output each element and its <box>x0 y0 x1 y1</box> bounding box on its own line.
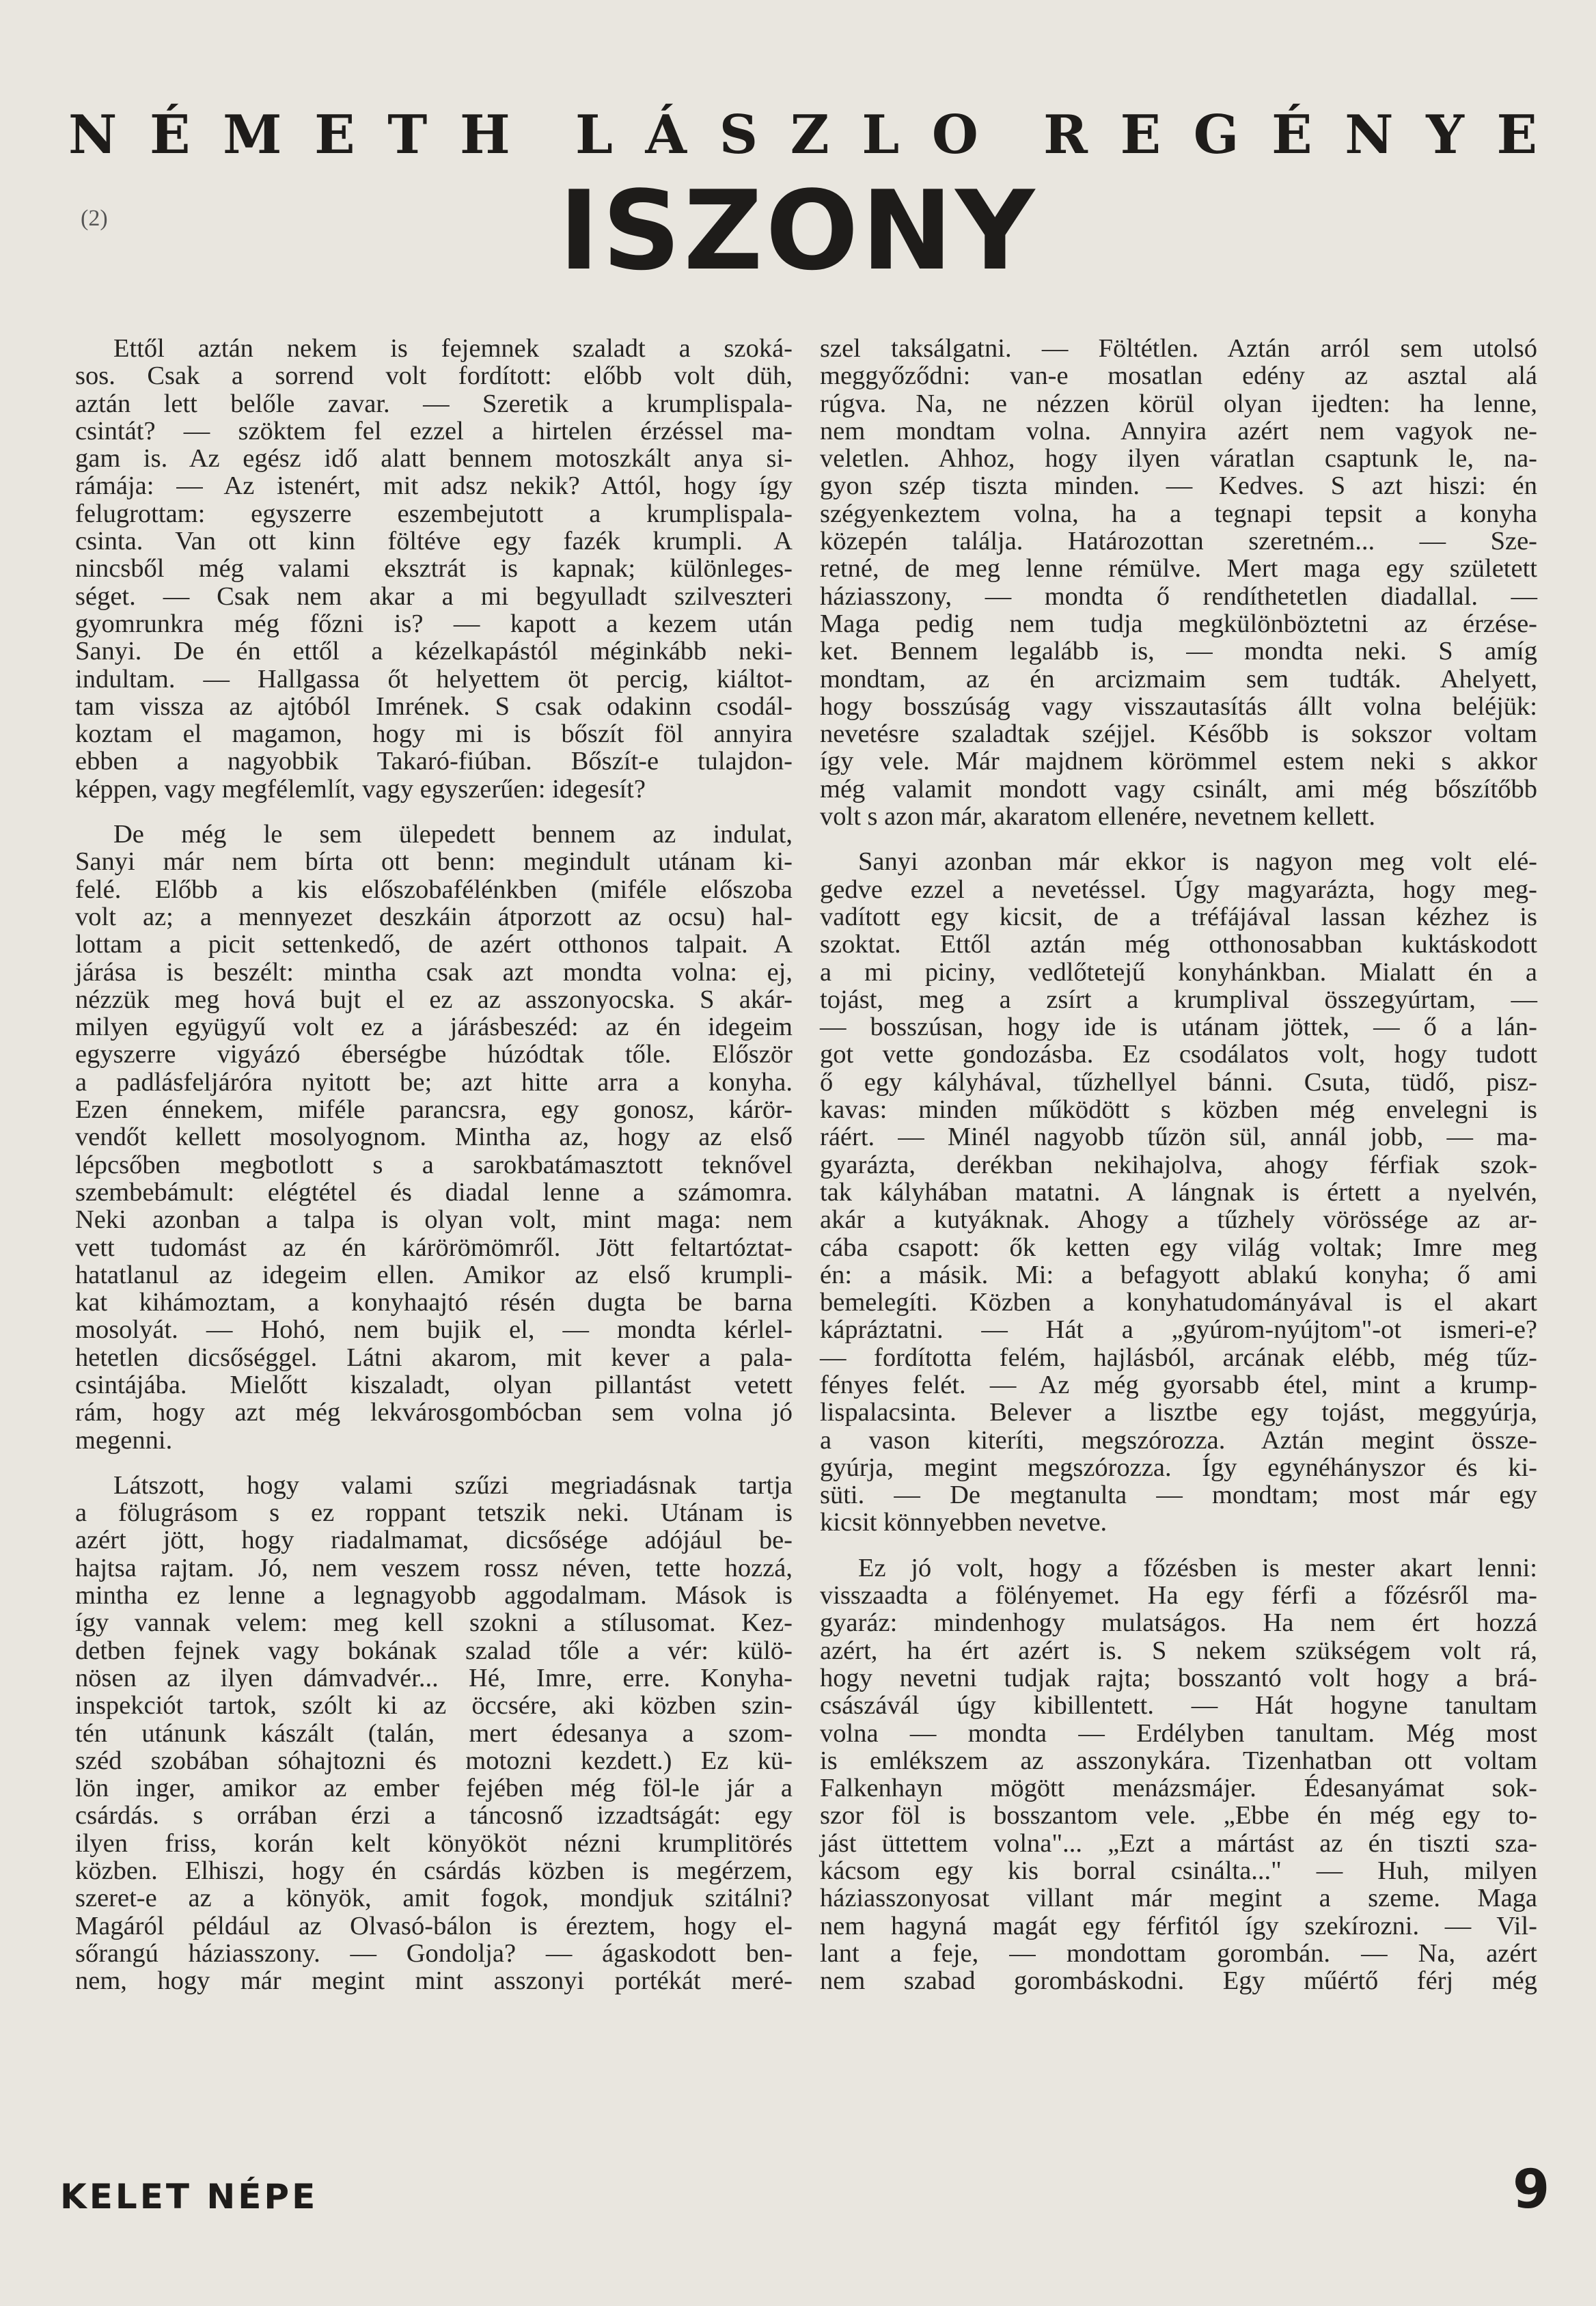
paragraph-gap <box>75 1454 793 1472</box>
left-column <box>75 335 793 1995</box>
text-line: sos. Csak a sorrend volt fordított: előbb volt düh, <box>75 361 793 391</box>
text-line: Sanyi azonban már ekkor is nagyon meg volt elé- <box>858 847 1537 877</box>
text-line: a vason kiteríti, megszórozza. Aztán megint össze- <box>820 1425 1537 1455</box>
text-line: kápráztatni. — Hát a „gyúrom-nyújtom"-ot ismeri-e? <box>820 1315 1537 1345</box>
paragraph-gap <box>820 1537 1537 1554</box>
text-line: csintájába. Mielőtt kiszaladt, olyan pillantást vetett <box>75 1370 793 1399</box>
text-line: széd szobában sóhajtozni és motozni kezdett.) Ez kü- <box>75 1746 793 1775</box>
text-line: a mi piciny, vedlőtetejű konyhánkban. Mialatt én a <box>820 957 1537 987</box>
text-line: gyon szép tiszta minden. — Kedves. S azt hiszi: én <box>820 471 1537 501</box>
text-line: indultam. — Hallgassa őt helyettem öt percig, kiáltot- <box>75 664 793 694</box>
text-line: hetetlen dicsőséggel. Látni akarom, mit kever a pala- <box>75 1343 793 1372</box>
text-line: lispalacsinta. Belever a lisztbe egy tojást, meggyúrja, <box>820 1398 1537 1427</box>
text-line: mosolyát. — Hohó, nem bujik el, — mondta kérlel- <box>75 1315 793 1345</box>
text-line: volt az; a mennyezet deszkáin átporzott az ocsu) hal- <box>75 902 793 931</box>
text-line: Ezen énnekem, miféle parancsra, egy gonosz, kárör- <box>75 1095 793 1125</box>
text-line: szor föl is bosszantom vele. „Ebbe én még egy to- <box>820 1801 1537 1830</box>
header-letter: G <box>1193 104 1239 166</box>
text-line: csárdás. s orrában érzi a táncosnő izzadtságát: egy <box>75 1801 793 1830</box>
text-line: hajtsa rajtam. Jó, nem veszem rossz néven, tette hozzá, <box>75 1553 793 1582</box>
text-line: tam vissza az ajtóból Imrének. S csak odakinn csodál- <box>75 691 793 721</box>
text-line: háziasszony, — mondta ő rendíthetetlen diadallal. — <box>820 581 1537 611</box>
text-line: cába csapott: ők ketten egy világ voltak; Imre meg <box>820 1233 1537 1262</box>
text-line: tén utánunk kászált (talán, mert édesanya a szom- <box>75 1718 793 1748</box>
paragraph-gap <box>820 830 1537 848</box>
text-line: lottam a picit settenkedő, de azért otthonos talpait. A <box>75 930 793 959</box>
header-letter: O <box>931 104 978 166</box>
text-line: szoktat. Ettől aztán még otthonosabban kuktáskodott <box>820 930 1537 959</box>
text-line: Sanyi már nem bírta ott benn: megindult utánam ki- <box>75 847 793 877</box>
text-line: nem, hogy már megint mint asszonyi portékát meré- <box>75 1966 793 1996</box>
text-line: nösen az ilyen dámvadvér... Hé, Imre, erre. Konyha- <box>75 1663 793 1692</box>
text-line: császávál úgy kibillentett. — Hát hogyne tanultam <box>820 1691 1537 1720</box>
text-line: volna — mondta — Erdélyben tanultam. Még most <box>820 1718 1537 1748</box>
text-line: így vannak velem: meg kell szokni a stílusomat. Kez- <box>75 1608 793 1638</box>
text-line: Neki azonban a talpa is olyan volt, mint maga: nem <box>75 1205 793 1235</box>
text-line: járása is beszélt: mintha csak azt mondta volna: ej, <box>75 957 793 987</box>
text-line: mintha ez lenne a legnagyobb aggodalmam. Mások is <box>75 1581 793 1610</box>
text-line: ráért. — Minél nagyobb tűzön sül, annál jobb, — ma- <box>820 1123 1537 1152</box>
text-line: én: a másik. Mi: a befagyott ablakú konyha; ő ami <box>820 1260 1537 1289</box>
text-line: retné, de meg lenne rémülve. Mert maga egy született <box>820 554 1537 584</box>
text-line: akár a kutyáknak. Ahogy a tűzhely vörössége az ar- <box>820 1205 1537 1235</box>
text-line: kácsom egy kis borral csinálta..." — Huh, milyen <box>820 1856 1537 1886</box>
header-letter: H <box>459 104 510 166</box>
page-number: 9 <box>1513 2159 1550 2221</box>
novel-title: ISZONY <box>558 167 1038 294</box>
novel-header <box>68 102 1537 168</box>
header-letter: L <box>862 104 900 166</box>
header-letter: M <box>223 104 282 166</box>
right-column <box>820 335 1537 1995</box>
text-line: meggyőződni: van-e mosatlan edény az asztal alá <box>820 361 1537 391</box>
header-letter: R <box>1043 104 1088 166</box>
text-line: gyomrunkra még főzni is? — kapott a kezem után <box>75 609 793 638</box>
text-line: veletlen. Ahhoz, hogy ilyen váratlan csaptunk le, na- <box>820 444 1537 473</box>
header-letter: T <box>387 104 428 166</box>
text-line: közepén találja. Határozottan szeretném... — Sze- <box>820 527 1537 556</box>
text-line: milyen együgyű volt ez a járásbeszéd: az én idegeim <box>75 1013 793 1042</box>
header-letter: L <box>575 104 613 166</box>
header-letter: Y <box>1426 104 1464 166</box>
text-line: ket. Bennem legalább is, — mondta neki. S amíg <box>820 637 1537 666</box>
text-line: ebben a nagyobbik Takaró-fiúban. Bőszít-e tulajdon- <box>75 747 793 776</box>
text-line: nincsből még valami eksztrát is kapnak; különleges- <box>75 554 793 584</box>
text-line: vett tudomást az én kárörömömről. Jött feltartóztat- <box>75 1233 793 1262</box>
text-line: háziasszonyosat villant már megint a szeme. Maga <box>820 1884 1537 1913</box>
text-line: ő egy kályhával, tűzhellyel bánni. Csuta, tüdő, pisz- <box>820 1067 1537 1097</box>
text-line: nem mondtam volna. Annyira azért nem vagyok ne- <box>820 416 1537 445</box>
text-line: azért jött, hogy riadalmamat, dicsősége adójául be- <box>75 1526 793 1555</box>
text-line: detben fejnek vagy bokának szalad tőle a vér: külö- <box>75 1636 793 1665</box>
header-letter: É <box>149 104 191 166</box>
text-line: hogy bosszúság vagy visszautasítás állt volna beléjük: <box>820 691 1537 721</box>
text-line: is emlékszem az asszonykára. Tizenhatban ott voltam <box>820 1746 1537 1775</box>
text-line: Ez jó volt, hogy a főzésben is mester akart lenni: <box>858 1553 1537 1582</box>
text-line: nézzük meg hová bujt el ez az asszonyocska. S akár- <box>75 985 793 1014</box>
text-line: csinta. Van ott kinn föltéve egy fazék krumpli. A <box>75 527 793 556</box>
header-letter: E <box>1496 104 1537 166</box>
text-line: lön inger, amikor az ember fejében még föl-le jár a <box>75 1774 793 1803</box>
installment-number: (2) <box>81 206 108 231</box>
paragraph-gap <box>75 803 793 821</box>
text-line: Magáról például az Olvasó-bálon is éreztem, hogy el- <box>75 1911 793 1940</box>
text-line: Maga pedig nem tudja megkülönböztetni az érzése- <box>820 609 1537 638</box>
text-line: Látszott, hogy valami szűzi megriadásnak tartja <box>113 1470 793 1500</box>
text-line: szeret-e az a könyök, amit fogok, mondjuk szitálni? <box>75 1884 793 1913</box>
text-line: mondtam, az én arcizmaim sem tudták. Ahelyett, <box>820 664 1537 694</box>
text-line: fényes felét. — Az még gyorsabb étel, mint a krump- <box>820 1370 1537 1399</box>
text-line: Sanyi. De én ettől a kézelkapástól méginkább neki- <box>75 637 793 666</box>
text-line: hatatlanul az idegeim ellen. Amikor az első krumpli- <box>75 1260 793 1289</box>
text-line: bemelegíti. Közben a konyhatudományával is el akart <box>820 1288 1537 1317</box>
text-line: volt s azon már, akaratom ellenére, nevetnem kellett. <box>820 802 1376 832</box>
text-line: koztam el magamon, hogy mi is bőszít föl annyira <box>75 719 793 749</box>
text-line: ilyen friss, korán kelt könyököt nézni krumplitörés <box>75 1828 793 1858</box>
magazine-name: KELET NÉPE <box>60 2177 318 2216</box>
text-line: nem hagyná magát egy férfitól így szekírozni. — Vil- <box>820 1911 1537 1940</box>
header-letter: E <box>1120 104 1161 166</box>
text-line: séget. — Csak nem akar a mi begyulladt szilveszteri <box>75 581 793 611</box>
text-line: képpen, vagy megfélemlít, vagy egyszerűen: idegesít? <box>75 774 646 804</box>
text-line: gyaráz: mindenhogy mulatságos. Ha nem ért hozzá <box>820 1608 1537 1638</box>
text-line: Falkenhayn mögött menázsmájer. Édesanyámat sok- <box>820 1774 1537 1803</box>
text-line: — fordította felém, hajlásból, arcának elébb, még tűz- <box>820 1343 1537 1372</box>
text-line: rúgva. Na, ne nézzen körül olyan ijedten: ha lenne, <box>820 389 1537 418</box>
text-line: tak kályhában matatni. A lángnak is értett a nyelvén, <box>820 1177 1537 1207</box>
text-line: gyúrja, megint megszórozza. Így egynéhányszor és ki- <box>820 1453 1537 1482</box>
text-line: vendőt kellett mosolyognom. Mintha az, hogy az első <box>75 1123 793 1152</box>
header-letter: Á <box>645 104 687 166</box>
text-line: Ettől aztán nekem is fejemnek szaladt a szoká- <box>113 334 793 363</box>
text-line: De még le sem ülepedett bennem az indulat, <box>113 820 793 849</box>
text-line: gyarázta, derékban nekihajolva, ahogy férfiak szok- <box>820 1150 1537 1179</box>
text-line: lépcsőben megbotlott s a sarokbatámasztott teknővel <box>75 1150 793 1179</box>
text-line: got vette gondozásba. Ez csodálatos volt, hogy tudott <box>820 1040 1537 1069</box>
text-line: szégyenkeztem volna, ha a tegnapi tepsit a konyha <box>820 499 1537 528</box>
text-line: gam is. Az egész idő alatt bennem motoszkált anya si- <box>75 444 793 473</box>
text-line: visszaadta a fölényemet. Ha egy férfi a főzésről ma- <box>820 1581 1537 1610</box>
text-line: kavas: minden működött s közben még envelegni is <box>820 1095 1537 1125</box>
text-line: lant a feje, — mondottam gorombán. — Na, azért <box>820 1938 1537 1968</box>
text-line: gedve ezzel a nevetéssel. Úgy magyarázta, hogy meg- <box>820 875 1537 904</box>
text-line: megenni. <box>75 1425 173 1455</box>
header-letter: N <box>68 104 118 166</box>
text-line: rám, hogy azt még lekvárosgombócban sem volna jó <box>75 1398 793 1427</box>
text-line: vadított egy kicsit, de a tréfájával lassan kézhez is <box>820 902 1537 931</box>
text-line: kicsit könnyebben nevetve. <box>820 1508 1107 1537</box>
text-line: szembebámult: elégtétel és diadal lenne a számomra. <box>75 1177 793 1207</box>
text-line: felé. Előbb a kis előszobafélénkben (miféle előszoba <box>75 875 793 904</box>
header-letter: S <box>719 104 758 166</box>
text-line: hogy nevetni tudjak rajta; bosszantó volt hogy a brá- <box>820 1663 1537 1692</box>
text-line: rámája: — Az istenért, mit adsz nekik? Attól, hogy így <box>75 471 793 501</box>
text-line: jást üttettem volna"... „Ezt a mártást az én tiszti sza- <box>820 1828 1537 1858</box>
text-line: szel taksálgatni. — Föltétlen. Aztán arról sem utolsó <box>820 334 1537 363</box>
text-line: azért, ha ért azért is. S nekem szükségem volt rá, <box>820 1636 1537 1665</box>
text-line: egyszerre vigyázó éberségbe húzódtak tőle. Először <box>75 1040 793 1069</box>
header-letter: E <box>314 104 355 166</box>
text-line: nevetésre szaladtak széjjel. Később is sokszor voltam <box>820 719 1537 749</box>
text-line: közben. Elhiszi, hogy én csárdás közben is megérzem, <box>75 1856 793 1886</box>
text-line: — bosszúsan, hogy ide is utánam jöttek, — ő a lán- <box>820 1013 1537 1042</box>
text-line: még valamit mondott vagy csinált, ami még bőszítőbb <box>820 774 1537 804</box>
header-letter: Z <box>790 104 829 166</box>
text-line: kat kihámoztam, a konyhaajtó résén dugta be barna <box>75 1288 793 1317</box>
text-line: sőrangú háziasszony. — Gondolja? — ágaskodott ben- <box>75 1938 793 1968</box>
text-line: tojást, meg a zsírt a krumplival összegyúrtam, — <box>820 985 1537 1014</box>
header-letter: É <box>1271 104 1312 166</box>
text-line: süti. — De megtanulta — mondtam; most már egy <box>820 1481 1537 1510</box>
text-line: a padlásfeljáróra nyitott be; azt hitte arra a konyha. <box>75 1067 793 1097</box>
text-line: inspekciót tartok, szólt ki az öccsére, aki közben szin- <box>75 1691 793 1720</box>
text-line: a fölugrásom s ez roppant tetszik neki. Utánam is <box>75 1498 793 1528</box>
text-line: aztán lett belőle zavar. — Szeretik a krumplispala- <box>75 389 793 418</box>
text-line: így vele. Már majdnem körömmel estem neki s akkor <box>820 747 1537 776</box>
header-letter: N <box>1345 104 1394 166</box>
text-line: csintát? — szöktem fel ezzel a hirtelen érzéssel ma- <box>75 416 793 445</box>
text-line: nem szabad gorombáskodni. Egy műértő férj még <box>820 1966 1537 1996</box>
text-line: felugrottam: egyszerre eszembejutott a krumplispala- <box>75 499 793 528</box>
